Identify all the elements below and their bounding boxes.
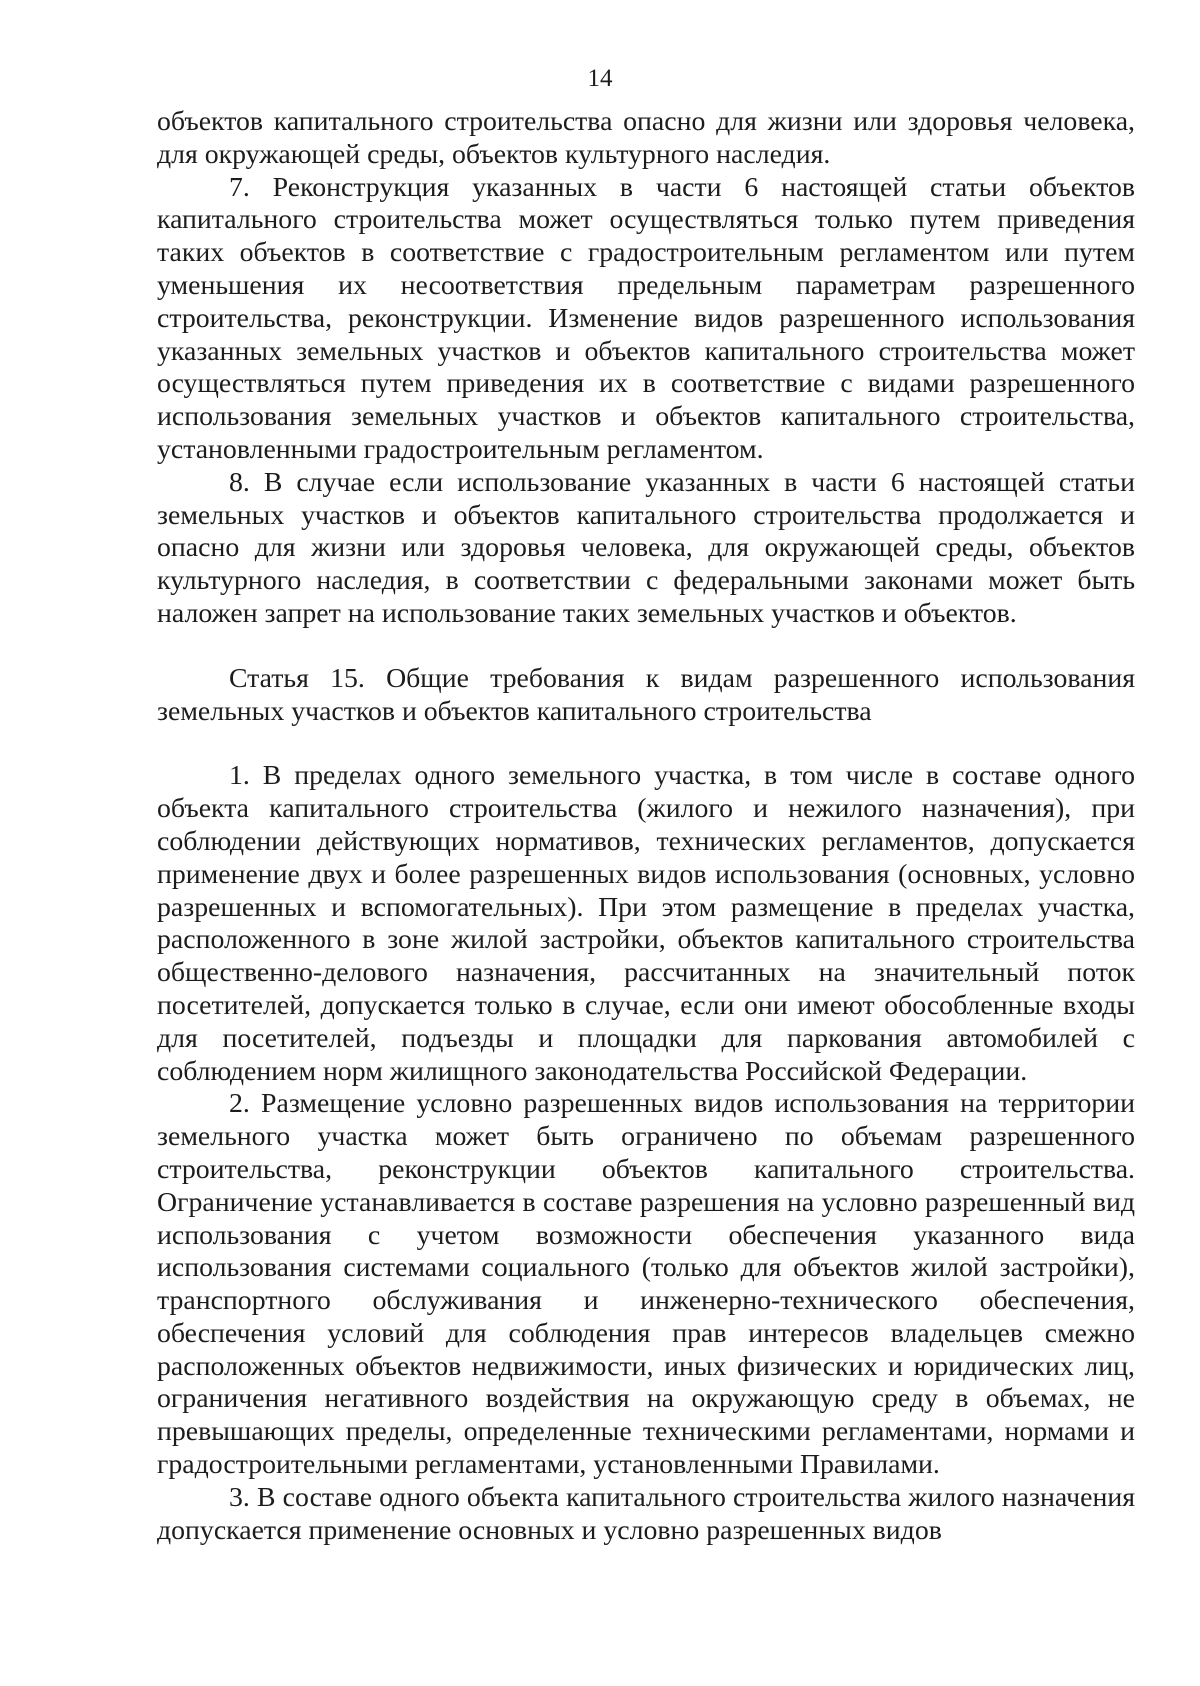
article-15-heading: Статья 15. Общие требования к видам разрешенного использования земельных участков и объектов капитального строительства bbox=[157, 662, 1135, 727]
document-body bbox=[157, 106, 1135, 1547]
page-number: 14 bbox=[587, 65, 613, 92]
paragraph-7: 7. Реконструкция указанных в части 6 настоящей статьи объектов капитального строительства может осуществляться только путем приведения таких объектов в соответствие с градостроительным регламентом или путем уменьшения их несоответствия предельным параметрам разрешенного строительства, реконструкции. Изменение видов разрешенного использования указанных земельных участков и объектов капитального строительства может осуществляться путем приведения их в соответствие с видами разрешенного использования земельных участков и объектов капитального строительства, установленными градостроительным регламентом. bbox=[157, 171, 1135, 465]
paragraph-continuation: объектов капитального строительства опасно для жизни или здоровья человека, для окружающей среды, объектов культурного наследия. bbox=[157, 106, 1135, 170]
article-15-paragraph-2: 2. Размещение условно разрешенных видов использования на территории земельного участка может быть ограничено по объемам разрешенного строительства, реконструкции объектов капитального строительства. Ограничение устанавливается в составе разрешения на условно разрешенный вид использования с учетом возможности обеспечения указанного вида использования системами социального (только для объектов жилой застройки), транспортного обслуживания и инженерно-технического обеспечения, обеспечения условий для соблюдения прав интересов владельцев смежно расположенных объектов недвижимости, иных физических и юридических лиц, ограничения негативного воздействия на окружающую среду в объемах, не превышающих пределы, определенные техническими регламентами, нормами и градостроительными регламентами, установленными Правилами. bbox=[157, 1088, 1135, 1481]
paragraph-8: 8. В случае если использование указанных в части 6 настоящей статьи земельных участков и объектов капитального строительства продолжается и опасно для жизни или здоровья человека, для окружающей среды, объектов культурного наследия, в соответствии с федеральными законами может быть наложен запрет на использование таких земельных участков и объектов. bbox=[157, 466, 1135, 629]
article-15-paragraph-1: 1. В пределах одного земельного участка, в том числе в составе одного объекта капитального строительства (жилого и нежилого назначения), при соблюдении действующих нормативов, технических регламентов, допускается применение двух и более разрешенных видов использования (основных, условно разрешенных и вспомогательных). При этом размещение в пределах участка, расположенного в зоне жилой застройки, объектов капитального строительства общественно-делового назначения, рассчитанных на значительный поток посетителей, допускается только в случае, если они имеют обособленные входы для посетителей, подъезды и площадки для паркования автомобилей с соблюдением норм жилищного законодательства Российской Федерации. bbox=[157, 760, 1135, 1087]
article-15-paragraph-3: 3. В составе одного объекта капитального строительства жилого назначения допускается применение основных и условно разрешенных видов bbox=[157, 1481, 1135, 1546]
